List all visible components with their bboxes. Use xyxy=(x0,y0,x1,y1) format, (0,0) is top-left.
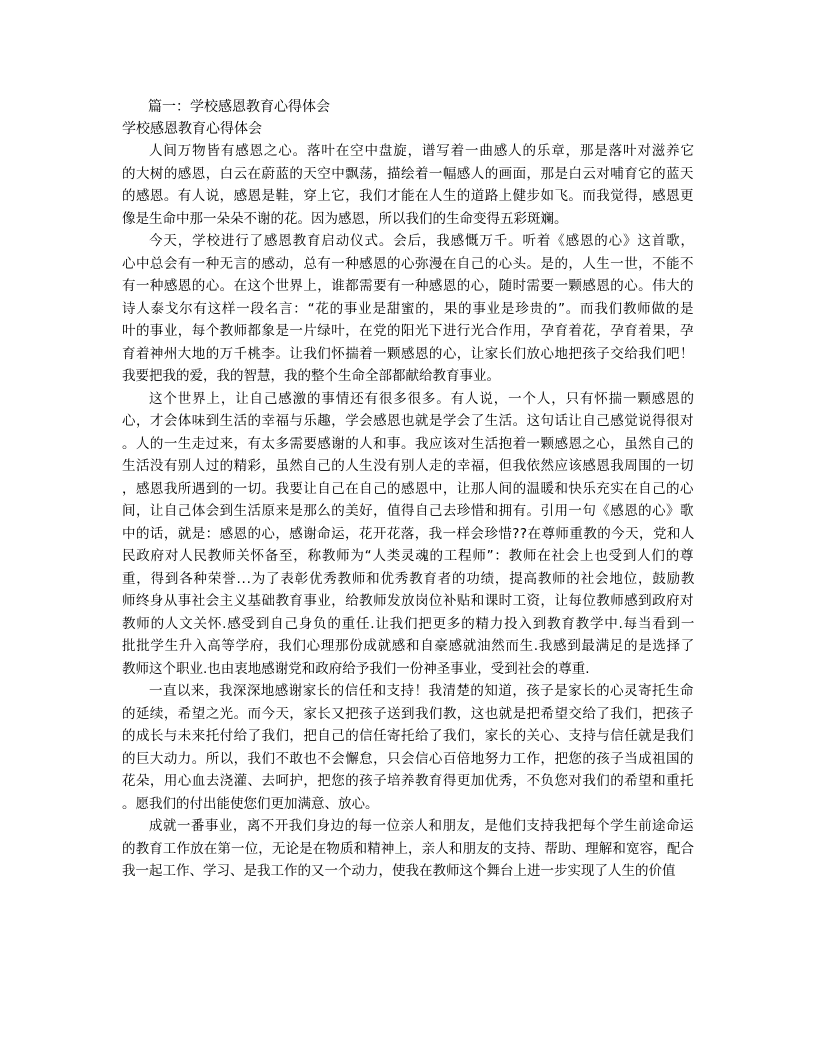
paragraph-line: 的巨大动力。所以，我们不敢也不会懈怠，只会信心百倍地努力工作，把您的孩子当成祖国的 xyxy=(122,750,694,767)
paragraph-line: 育着神州大地的万千桃李。让我们怀揣着一颗感恩的心，让家长们放心地把孩子交给我们吧！ xyxy=(122,345,694,362)
paragraph-line: 中的话，就是：感恩的心，感谢命运，花开花落，我一样会珍惜??在尊师重教的今天，党和人 xyxy=(122,525,695,542)
paragraph-line: ，感恩我所遇到的一切。我要让自己在自己的感恩中，让那人间的温暖和快乐充实在自己的心 xyxy=(122,480,694,497)
paragraph-line: 叶的事业，每个教师都象是一片绿叶，在党的阳光下进行光合作用，孕育着花，孕育着果，孕 xyxy=(122,323,694,339)
paragraph-line: 的成长与未来托付给了我们，把自己的信任寄托给了我们，家长的关心、支持与信任就是我们 xyxy=(122,728,694,744)
paragraph-line: 生活没有别人过的精彩，虽然自己的人生没有别人走的幸福，但我依然应该感恩我周围的一切 xyxy=(122,458,694,474)
document-page xyxy=(122,96,694,883)
document-heading: 篇一：学校感恩教育心得体会 xyxy=(148,99,330,115)
paragraph-line: 这个世界上，让自己感激的事情还有很多很多。有人说，一个人，只有怀揣一颗感恩的 xyxy=(149,390,695,407)
paragraph-line: 。愿我们的付出能使您们更加满意、放心。 xyxy=(122,795,379,812)
paragraph-line: 的教育工作放在第一位，无论是在物质和精神上，亲人和朋友的支持、帮助、理解和宽容，配合 xyxy=(122,840,695,857)
paragraph-line: 人间万物皆有感恩之心。落叶在空中盘旋，谱写着一曲感人的乐章，那是落叶对滋养它 xyxy=(149,143,695,159)
paragraph-line: 花朵，用心血去浇灌、去呵护，把您的孩子培养教育得更加优秀，不负您对我们的希望和重托 xyxy=(122,773,694,789)
paragraph-line: 批批学生升入高等学府，我们心理那份成就感和自豪感就油然而生.我感到最满足的是选择了 xyxy=(122,638,695,654)
paragraph xyxy=(122,815,694,883)
paragraph-line: 的感恩。有人说，感恩是鞋，穿上它，我们才能在人生的道路上健步如飞。而我觉得，感恩更 xyxy=(122,188,694,204)
paragraph-line: 的延续，希望之光。而今天，家长又把孩子送到我们教，这也就是把希望交给了我们，把孩子 xyxy=(122,705,694,722)
paragraph-line: 像是生命中那一朵朵不谢的花。因为感恩，所以我们的生命变得五彩斑斓。 xyxy=(122,210,568,227)
paragraph-line: 教师这个职业.也由衷地感谢党和政府给予我们一份神圣事业，受到社会的尊重. xyxy=(122,660,590,677)
document-body xyxy=(122,140,694,883)
paragraph-line: 诗人泰戈尔有这样一段名言：“花的事业是甜蜜的，果的事业是珍贵的”。而我们教师做的是 xyxy=(122,300,695,317)
paragraph-line: 今天，学校进行了感恩教育启动仪式。会后，我感慨万千。听着《感恩的心》这首歌， xyxy=(149,233,695,249)
paragraph xyxy=(122,230,694,388)
paragraph-line: 我要把我的爱，我的智慧，我的整个生命全部都献给教育事业。 xyxy=(122,368,500,384)
paragraph-line: 教师的人文关怀.感受到自己身负的重任.让我们把更多的精力投入到教育教学中.每当看到一 xyxy=(122,615,696,632)
paragraph-line: 我一起工作、学习、是我工作的又一个动力，使我在教师这个舞台上进一步实现了人生的价值 xyxy=(122,863,676,879)
paragraph-line: 。人的一生走过来，有太多需要感谢的人和事。我应该对生活抱着一颗感恩之心，虽然自己的 xyxy=(122,435,694,452)
paragraph-line: 心，才会体味到生活的幸福与乐趣，学会感恩也就是学会了生活。这句话让自己感觉说得很对 xyxy=(122,413,694,429)
paragraph xyxy=(122,680,694,815)
paragraph-line: 民政府对人民教师关怀备至，称教师为“人类灵魂的工程师”：教师在社会上也受到人们的尊 xyxy=(122,548,695,564)
paragraph-line: 心中总会有一种无言的感动，总有一种感恩的心弥漫在自己的心头。是的，人生一世，不能不 xyxy=(122,255,694,272)
paragraph-line: 的大树的感恩，白云在蔚蓝的天空中飘荡，描绘着一幅感人的画面，那是白云对哺育它的蓝天 xyxy=(122,165,694,182)
paragraph-line: 一直以来，我深深地感谢家长的信任和支持！我清楚的知道，孩子是家长的心灵寄托生命 xyxy=(149,683,694,699)
paragraph xyxy=(122,140,694,230)
paragraph-line: 间，让自己体会到生活原来是那么的美好，值得自己去珍惜和拥有。引用一句《感恩的心》歌 xyxy=(122,503,694,519)
paragraph-line: 有一种感恩的心。在这个世界上，谁都需要有一种感恩的心，随时需要一颗感恩的心。伟大的 xyxy=(122,278,694,294)
document-subheading: 学校感恩教育心得体会 xyxy=(122,121,262,137)
paragraph-line: 重，得到各种荣誉...为了表彰优秀教师和优秀教育者的功绩，提高教师的社会地位，鼓励教 xyxy=(122,570,696,587)
paragraph xyxy=(122,388,694,681)
paragraph-line: 师终身从事社会主义基础教育事业，给教师发放岗位补贴和课时工资，让每位教师感到政府对 xyxy=(122,593,694,609)
paragraph-line: 成就一番事业，离不开我们身边的每一位亲人和朋友，是他们支持我把每个学生前途命运 xyxy=(149,818,694,834)
